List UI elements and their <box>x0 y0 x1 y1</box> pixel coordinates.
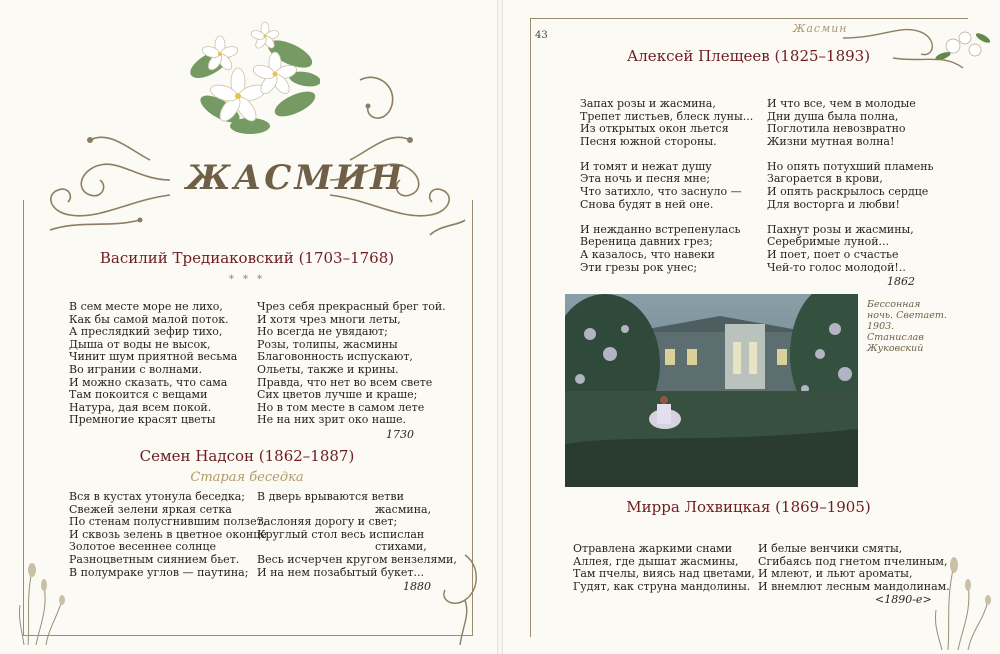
page-number: 43 <box>535 30 548 41</box>
stanza <box>580 98 753 148</box>
poem-line: В сем месте море не лихо, <box>69 300 223 313</box>
poem-line: Поглотила невозвратно <box>767 122 906 136</box>
caption-line: 1903. <box>867 321 895 332</box>
poem-year: 1730 <box>386 428 414 441</box>
poem-line: Эта ночь и песня мне; <box>580 172 710 186</box>
poem-line: Снова будят в ней оне. <box>580 197 714 211</box>
poem-line: Заслоняя дорогу и свет; <box>257 515 398 529</box>
poem-column <box>69 491 267 579</box>
poem-line: Сих цветов лучше и краше; <box>257 388 418 402</box>
painting-image <box>565 294 858 487</box>
poem-line: Серебримые луной... <box>767 235 890 249</box>
poem-line: Вереница давних грез; <box>580 235 713 249</box>
poem-line: Аллея, где дышат жасмины, <box>573 554 739 568</box>
poem-year: <1890-е> <box>875 593 932 606</box>
poem-line: В полумраке углов — паутина; <box>69 565 249 579</box>
poem-author: Алексей Плещеев (1825–1893) <box>626 47 871 65</box>
poem-line: Разноцветным сиянием бьет. <box>69 552 240 566</box>
poem-line: Золотое весеннее солнце <box>69 540 217 554</box>
poem-line: И хотя чрез многи леты, <box>257 312 401 326</box>
poem-line: И можно сказать, что сама <box>69 375 228 389</box>
poem-column <box>573 543 755 593</box>
caption-line: Жуковский <box>867 343 924 354</box>
running-header: Жасмин <box>793 22 848 35</box>
poem-line: Во игрании с волнами. <box>69 362 203 376</box>
stanza <box>580 161 753 211</box>
left-scroll-ornament <box>30 120 180 240</box>
poem-line: Из открытых окон льется <box>580 122 729 136</box>
poem-column <box>69 301 237 427</box>
poem-line: Натура, дая всем покой. <box>69 400 212 414</box>
scroll-corner-ornament <box>425 545 485 645</box>
poem-line: Чрез себя прекрасный брег той. <box>257 300 446 313</box>
page-title: ЖАСМИН <box>186 158 406 198</box>
poem-line: Там покоится с вещами <box>69 388 208 402</box>
poem-line: И нежданно встрепенулась <box>580 222 741 236</box>
stanza <box>767 224 934 274</box>
poem-author: Мирра Лохвицкая (1869–1905) <box>626 498 871 516</box>
poem-line: Благовонность испускают, <box>257 350 413 364</box>
poem-line: Весь исчерчен кругом вензелями, <box>257 552 457 566</box>
poem-line: Трепет листьев, блеск луны... <box>580 109 754 123</box>
caption-line: ночь. Светает. <box>867 310 947 321</box>
right-page <box>503 0 1000 654</box>
poem-year: 1862 <box>887 275 915 288</box>
poem-line: Круглый стол весь испислан <box>257 527 425 541</box>
poem-line: Розы, толипы, жасмины <box>257 337 398 351</box>
poem-line: Песня южной стороны. <box>580 134 717 148</box>
poem-line: Ольеты, также и крины. <box>257 362 399 376</box>
stanza-separator: * * * <box>228 274 266 285</box>
poem-line: А преслядкий зефир тихо, <box>69 325 223 339</box>
poem-line: Вся в кустах утонула беседка; <box>69 490 245 503</box>
poem-line: В дверь врываются ветви <box>257 490 404 503</box>
poem-line: Как бы самой малой поток. <box>69 312 229 326</box>
poem-line: Пахнут розы и жасмины, <box>767 222 914 236</box>
stanza <box>767 98 934 148</box>
poem-year: 1880 <box>403 580 431 593</box>
poem-line: Там пчелы, виясь над цветами, <box>573 567 755 581</box>
poem-line: Отравлена жаркими снами <box>573 542 733 555</box>
poem-line: жасмина, <box>375 502 432 516</box>
poem-line: Но в том месте в самом лете <box>257 400 425 414</box>
poem-line: Правда, что нет во всем свете <box>257 375 433 389</box>
poem-line: И опять раскрылось сердце <box>767 185 929 199</box>
poem-line: Запах розы и жасмина, <box>580 97 716 110</box>
poem-subtitle: Старая беседка <box>190 470 304 485</box>
stanza <box>580 224 753 274</box>
poem-line: Жизни мутная волна! <box>767 134 895 148</box>
painting-illustration <box>565 294 858 487</box>
poem-line: И сквозь зелень в цветное оконце <box>69 527 267 541</box>
poem-line: Чинит шум приятной весьма <box>69 350 238 364</box>
poem-line: Сгибаясь под гнетом пчелиным, <box>758 554 948 568</box>
poem-column <box>580 98 753 287</box>
poem-line: Что затихло, что заснуло — <box>580 185 742 199</box>
poem-line: Не на них зрит око наше. <box>257 413 407 427</box>
poem-line: Загорается в крови, <box>767 172 883 186</box>
stanza <box>767 161 934 211</box>
caption-line: Бессонная <box>867 299 921 310</box>
poem-line: Чей-то голос молодой!.. <box>767 260 906 274</box>
poem-author: Семен Надсон (1862–1887) <box>139 447 355 465</box>
poem-line: И поет, поет о счастье <box>767 247 899 261</box>
poem-line: стихами, <box>375 540 427 554</box>
poem-line: И млеют, и льют ароматы, <box>758 567 913 581</box>
poem-column <box>767 98 934 287</box>
poem-column <box>758 543 950 593</box>
poem-author: Василий Тредиаковский (1703–1768) <box>99 249 395 267</box>
header-flourish <box>833 8 993 78</box>
poem-line: Гудят, как струна мандолины. <box>573 579 751 593</box>
poem-line: Дыша от воды не высок, <box>69 337 211 351</box>
left-page <box>0 0 497 654</box>
poem-line: И томят и нежат душу <box>580 159 712 173</box>
poem-line: Но всегда не увядают; <box>257 325 388 339</box>
jasmine-flowers-illustration <box>180 14 320 144</box>
poem-line: И на нем позабытый букет... <box>257 565 424 579</box>
poem-line: И белые венчики смяты, <box>758 542 903 555</box>
poem-line: И что все, чем в молодые <box>767 97 916 110</box>
poem-line: По стенам полусгнившим ползет, <box>69 515 267 529</box>
poem-line: Свежей зелени яркая сетка <box>69 502 232 516</box>
poem-line: А казалось, что навеки <box>580 247 715 261</box>
poem-column <box>257 301 446 427</box>
poem-line: И внемлют лесным мандолинам. <box>758 579 950 593</box>
poem-line: Эти грезы рок унес; <box>580 260 698 274</box>
painting-caption <box>867 299 947 354</box>
poem-line: Премногие красят цветы <box>69 413 216 427</box>
caption-line: Станислав <box>867 332 924 343</box>
right-scroll-ornament <box>320 60 470 240</box>
poem-line: Дни душа была полна, <box>767 109 899 123</box>
grass-ornament <box>928 540 993 650</box>
grass-ornament <box>18 540 78 645</box>
poem-line: Для восторга и любви! <box>767 197 900 211</box>
poem-line: Но опять потухший пламень <box>767 159 934 173</box>
